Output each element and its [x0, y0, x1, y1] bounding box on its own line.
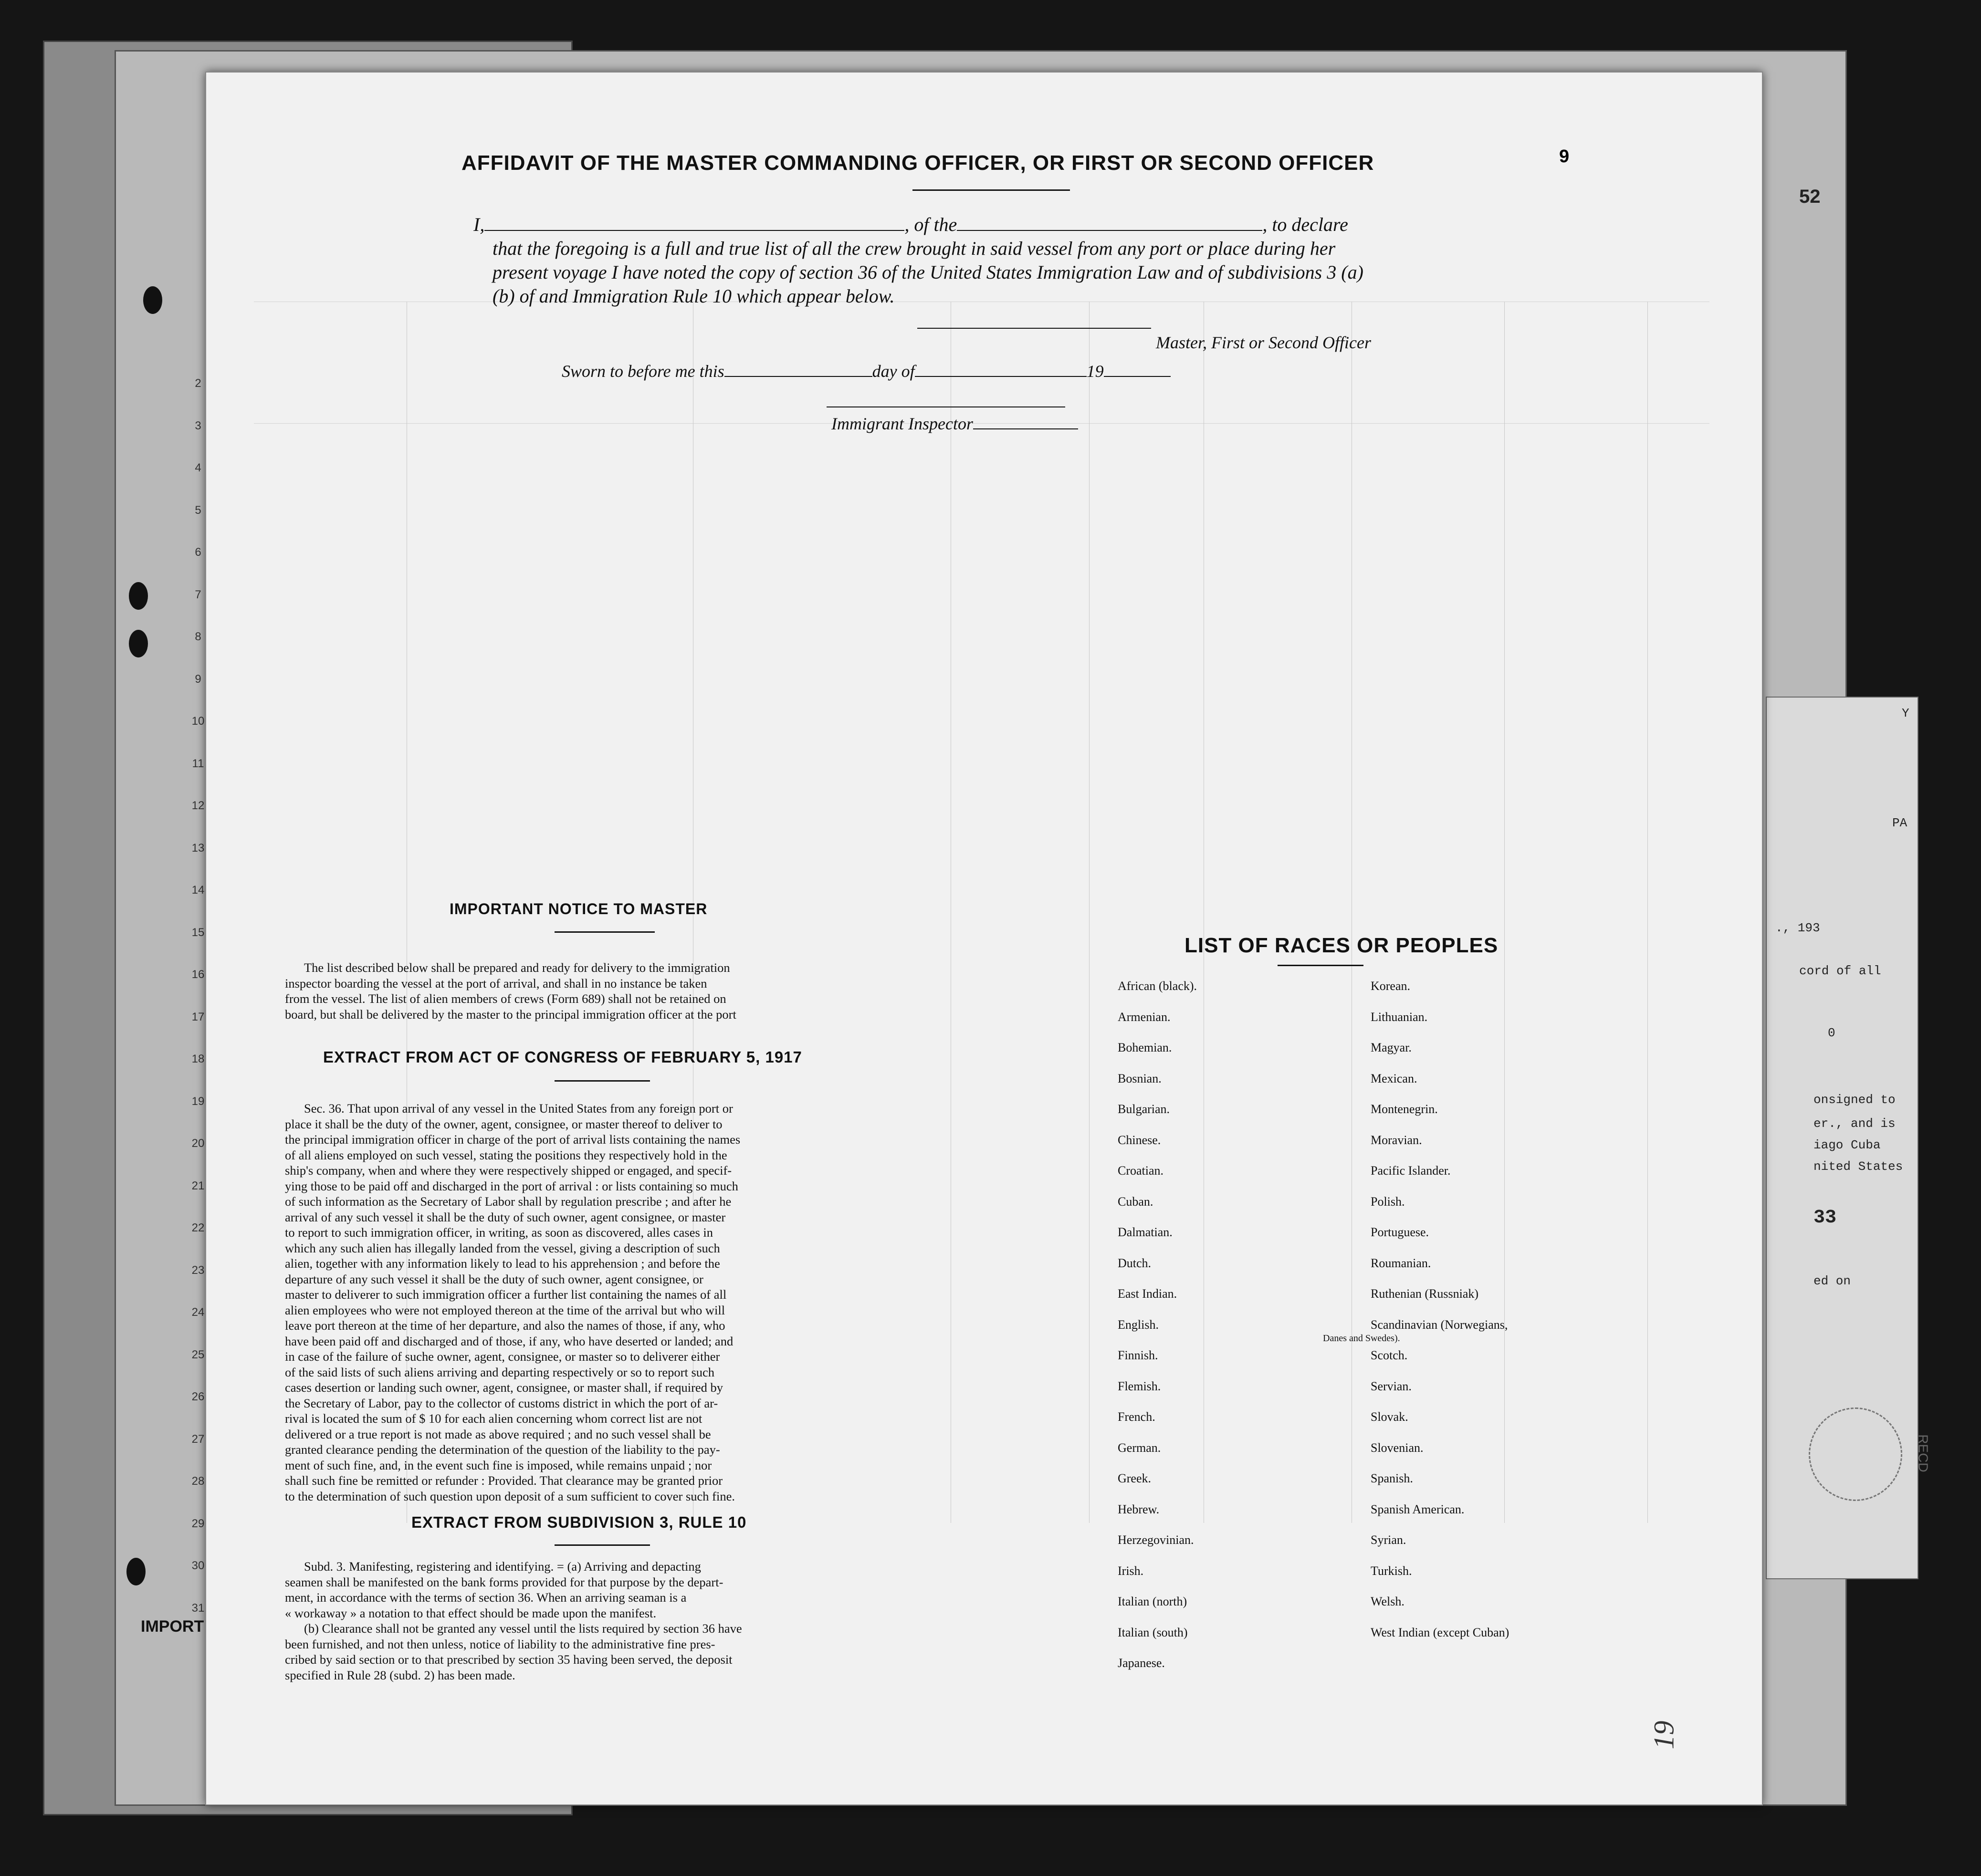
race-entry: Syrian.: [1371, 1533, 1406, 1547]
slip-fragment: er., and is: [1813, 1116, 1896, 1131]
race-entry: Greek.: [1118, 1471, 1152, 1485]
underlying-row-number: 23: [191, 1263, 205, 1277]
slip-fragment: onsigned to: [1813, 1093, 1896, 1107]
race-entry: Japanese.: [1118, 1656, 1165, 1670]
act-extract-line: delivered or a true report is not made as above required ; and no such vessel shall be: [285, 1427, 711, 1441]
act-extract-line: shall such fine be remitted or refunder : Provided. That clearance may be granted prior: [285, 1473, 723, 1488]
notice-title: IMPORTANT NOTICE TO MASTER: [450, 900, 708, 917]
race-entry: Bohemian.: [1118, 1041, 1172, 1054]
underlying-row-number: 18: [191, 1053, 205, 1065]
slip-fragment: ., 193: [1775, 921, 1820, 935]
underlying-row-number: 14: [191, 884, 205, 896]
slip-fragment: cord of all: [1799, 964, 1881, 978]
act-extract-line: place it shall be the duty of the owner, agent, consignee, or master thereof to deliver to: [285, 1116, 723, 1131]
act-extract-text: [285, 1101, 1001, 1504]
corner-number: 52: [1799, 186, 1821, 207]
date-stamp: [1809, 1407, 1902, 1501]
race-entry: Scandinavian (Norwegians,: [1371, 1317, 1508, 1332]
race-entry: English.: [1118, 1317, 1159, 1332]
affidavit-sheet: [205, 72, 1763, 1805]
act-extract-line: granted clearance pending the determination of the question of the liability to the pay-: [285, 1442, 720, 1457]
race-entry: Moravian.: [1371, 1133, 1422, 1147]
race-entry: Welsh.: [1371, 1595, 1405, 1608]
race-entry: Scotch.: [1371, 1348, 1408, 1362]
punch-hole: [129, 582, 148, 610]
race-entry: Ruthenian (Russniak): [1371, 1287, 1479, 1301]
slip-fragment: ed on: [1813, 1274, 1851, 1288]
underlying-row-number: 4: [195, 461, 201, 474]
race-entry: Flemish.: [1118, 1379, 1161, 1393]
underlying-row-number: 2: [195, 377, 201, 390]
rule-extract-line: ment, in accordance with the terms of section 36. When an arriving seaman is a: [285, 1590, 687, 1605]
underlying-row-number: 21: [191, 1179, 205, 1192]
inspector-label: Immigrant Inspector: [831, 414, 1078, 434]
act-extract-line: alien employees who were not employed thereon at the time of the arrival but who will: [285, 1303, 725, 1317]
act-extract-line: departure of any such vessel it shall be the duty of such owner, agent consignee, or: [285, 1272, 703, 1286]
act-extract-line: arrival of any such vessel it shall be the duty of such owner, agent consignee, or master: [285, 1209, 726, 1224]
affidavit-line-3: present voyage I have noted the copy of section 36 of the United States Immigration Law and of subdivisions 3 (a): [493, 261, 1363, 283]
slip-fragment: iago Cuba: [1813, 1138, 1881, 1152]
punch-hole: [143, 286, 162, 314]
underlying-row-number: 30: [191, 1559, 205, 1572]
race-entry: Chinese.: [1118, 1133, 1161, 1147]
underlying-row-number: 12: [191, 799, 205, 812]
underlying-row-number: 15: [191, 926, 205, 939]
race-entry: Slovak.: [1371, 1410, 1408, 1424]
underlying-row-number: 10: [191, 715, 205, 728]
race-entry: Bosnian.: [1118, 1071, 1162, 1085]
race-entry: Armenian.: [1118, 1010, 1171, 1024]
underlying-row-number: 9: [195, 672, 201, 686]
act-extract-line: the Secretary of Labor, pay to the collector of customs district in which the port of ar-: [285, 1396, 718, 1410]
race-entry: Finnish.: [1118, 1348, 1158, 1362]
show-through-rule: [1647, 302, 1648, 1523]
rule-extract-line: been furnished, and not then unless, notice of liability to the administrative fine pres-: [285, 1636, 715, 1651]
act-extract-line: ship's company, when and where they were respectively shipped or engaged, and specif-: [285, 1163, 732, 1178]
punch-hole: [129, 630, 148, 657]
rule-extract-line: seamen shall be manifested on the bank forms provided for that purpose by the depart-: [285, 1574, 723, 1589]
act-extract-rule: [555, 1080, 650, 1082]
underlying-row-number: 27: [191, 1432, 205, 1446]
underlying-row-number: 17: [191, 1010, 205, 1023]
rule-extract-line: Subd. 3. Manifesting, registering and identifying. = (a) Arriving and depacting: [304, 1559, 701, 1574]
race-entry: Hebrew.: [1118, 1502, 1160, 1516]
act-extract-line: master to deliverer to such immigration officer a further list containing the names of all: [285, 1287, 727, 1302]
race-entry: African (black).: [1118, 979, 1197, 993]
act-extract-line: cases desertion or landing such owner, agent, consignee, or master shall, if required by: [285, 1380, 723, 1395]
affidavit-line-2: that the foregoing is a full and true list of all the crew brought in said vessel from any port or place during her: [493, 238, 1336, 259]
underlying-row-number: 19: [191, 1094, 205, 1108]
race-entry: Mexican.: [1371, 1071, 1417, 1085]
act-extract-line: alien, together with any information likely to lead to his apprehension ; and before the: [285, 1256, 720, 1271]
race-entry: Spanish.: [1371, 1471, 1413, 1485]
act-extract-title: EXTRACT FROM ACT OF CONGRESS OF FEBRUARY 5, 1917: [323, 1048, 802, 1066]
race-entry: Magyar.: [1371, 1041, 1412, 1054]
affidavit-line-1: I, , of the , to declare: [473, 214, 1348, 235]
corner-mark: 9: [1559, 146, 1570, 167]
race-entry: Italian (north): [1118, 1595, 1187, 1608]
notice-text: The list described below shall be prepared and ready for delivery to the immigration inspector boarding the vessel at the port of arrival, and shall in no instance be taken from the vessel. The list of alien members of crews (Form 689) shall not be retained on board, but shall be delivered by the master to the principal immigration officer at the port: [285, 960, 736, 1021]
race-entry: Croatian.: [1118, 1164, 1164, 1178]
slip-fragment: nited States: [1813, 1159, 1903, 1174]
underlying-row-number: 20: [191, 1137, 205, 1150]
race-entry: German.: [1118, 1440, 1161, 1455]
act-extract-line: to report to such immigration officer, in writing, as soon as discovered, alles cases in: [285, 1225, 713, 1240]
race-entry: Pacific Islander.: [1371, 1164, 1451, 1178]
act-extract-line: the principal immigration officer in charge of the port of arrival lists containing the names: [285, 1132, 741, 1146]
act-extract-line: have been paid off and discharged and of those, if any, who have deserted or landed; and: [285, 1334, 734, 1348]
slip-fragment: Y: [1902, 706, 1909, 720]
act-extract-line: of all aliens employed on such vessel, stating the positions they respectively hold in the: [285, 1147, 727, 1162]
underlying-row-number: 16: [191, 968, 205, 981]
race-entry: Bulgarian.: [1118, 1102, 1170, 1116]
title-rule: [912, 189, 1070, 191]
master-signature-label: Master, First or Second Officer: [1156, 333, 1371, 352]
race-entry: Polish.: [1371, 1194, 1405, 1209]
act-extract-line: leave port thereon at the time of her departure, and also the names of those, if any, who: [285, 1318, 725, 1333]
master-signature-line: [917, 328, 1151, 329]
race-entry: Montenegrin.: [1371, 1102, 1438, 1116]
underlying-row-number: 7: [195, 588, 201, 601]
race-entry: West Indian (except Cuban): [1371, 1625, 1509, 1639]
race-entry: Roumanian.: [1371, 1256, 1431, 1270]
rule-extract-line: « workaway » a notation to that effect should be made upon the manifest.: [285, 1605, 657, 1620]
act-extract-line: ying those to be paid off and discharged in the port of arrival : or lists containing so much: [285, 1178, 738, 1193]
rule-extract-line: cribed by said section or to that prescribed by section 35 having been served, the deposit: [285, 1652, 733, 1667]
margin-note: 19: [1648, 1720, 1680, 1750]
rule-extract-line: (b) Clearance shall not be granted any vessel until the lists required by section 36 have: [304, 1621, 742, 1636]
underlying-row-number: 31: [191, 1601, 205, 1615]
race-entry: Herzegovinian.: [1118, 1533, 1194, 1547]
act-extract-line: of such information as the Secretary of Labor shall by regulation prescribe ; and after he: [285, 1194, 732, 1209]
act-extract-line: in case of the failure of suche owner, agent, consignee, or master so to deliverer either: [285, 1349, 720, 1364]
act-extract-line: rival is located the sum of $ 10 for each alien concerning whom correct list are not: [285, 1411, 702, 1426]
act-extract-line: to the determination of such question upon deposit of a sum sufficient to cover such fine.: [285, 1489, 735, 1503]
punch-hole: [126, 1558, 146, 1585]
slip-fragment: PA: [1892, 816, 1908, 830]
races-title: LIST OF RACES OR PEOPLES: [1184, 934, 1499, 957]
inspector-signature-line: [827, 406, 1065, 407]
important-partial: IMPORT: [141, 1617, 204, 1636]
race-entry: East Indian.: [1118, 1287, 1177, 1301]
races-rule: [1278, 965, 1363, 966]
rule-extract-title: EXTRACT FROM SUBDIVISION 3, RULE 10: [411, 1513, 747, 1531]
race-entry: Italian (south): [1118, 1625, 1188, 1639]
race-entry: Danes and Swedes).: [1323, 1333, 1400, 1344]
underlying-row-number: 13: [191, 841, 205, 855]
show-through-rule: [1089, 302, 1090, 1523]
race-entry: Turkish.: [1371, 1563, 1412, 1578]
rule-extract-text: [285, 1559, 1001, 1683]
underlying-row-number: 8: [195, 630, 201, 643]
race-entry: French.: [1118, 1410, 1155, 1424]
race-entry: Dalmatian.: [1118, 1225, 1173, 1239]
act-extract-line: of the said lists of such aliens arriving and departing respectively or so to report such: [285, 1365, 715, 1379]
stamp-text: RECD: [1916, 1434, 1931, 1472]
notice-rule: [555, 931, 655, 933]
underlying-row-number: 3: [195, 419, 201, 432]
underlying-row-number: 24: [191, 1306, 205, 1319]
race-entry: Spanish American.: [1371, 1502, 1465, 1516]
sworn-line: Sworn to before me this day of 19: [562, 361, 1171, 381]
race-entry: Korean.: [1371, 979, 1411, 993]
underlying-row-number: 29: [191, 1517, 205, 1530]
show-through-rule: [1504, 302, 1505, 1523]
slip-fragment: 33: [1813, 1207, 1837, 1229]
race-entry: Servian.: [1371, 1379, 1412, 1393]
race-entry: Slovenian.: [1371, 1440, 1424, 1455]
race-entry: Irish.: [1118, 1563, 1144, 1578]
race-entry: Portuguese.: [1371, 1225, 1429, 1239]
rule-extract-line: specified in Rule 28 (subd. 2) has been made.: [285, 1668, 515, 1682]
underlying-row-number: 22: [191, 1221, 205, 1234]
affidavit-title: AFFIDAVIT OF THE MASTER COMMANDING OFFICER, OR FIRST OR SECOND OFFICER: [461, 151, 1374, 175]
underlying-row-number: 28: [191, 1475, 205, 1488]
rule-extract-rule: [555, 1544, 650, 1546]
underlying-row-number: 5: [195, 503, 201, 517]
underlying-row-number: 11: [192, 757, 204, 770]
act-extract-line: Sec. 36. That upon arrival of any vessel in the United States from any foreign port or: [304, 1101, 733, 1115]
underlying-row-number: 25: [191, 1348, 205, 1361]
underlying-row-number: 26: [191, 1390, 205, 1403]
race-entry: Dutch.: [1118, 1256, 1152, 1270]
affidavit-line-4: (b) of and Immigration Rule 10 which appear below.: [493, 285, 895, 307]
race-entry: Lithuanian.: [1371, 1010, 1428, 1024]
underlying-row-number: 6: [195, 546, 201, 559]
slip-fragment: 0: [1828, 1026, 1835, 1040]
race-entry: Cuban.: [1118, 1194, 1153, 1209]
act-extract-line: ment of such fine, and, in the event such fine is imposed, while remains unpaid ; nor: [285, 1458, 712, 1472]
act-extract-line: which any such alien has illegally landed from the vessel, giving a description of such: [285, 1240, 720, 1255]
